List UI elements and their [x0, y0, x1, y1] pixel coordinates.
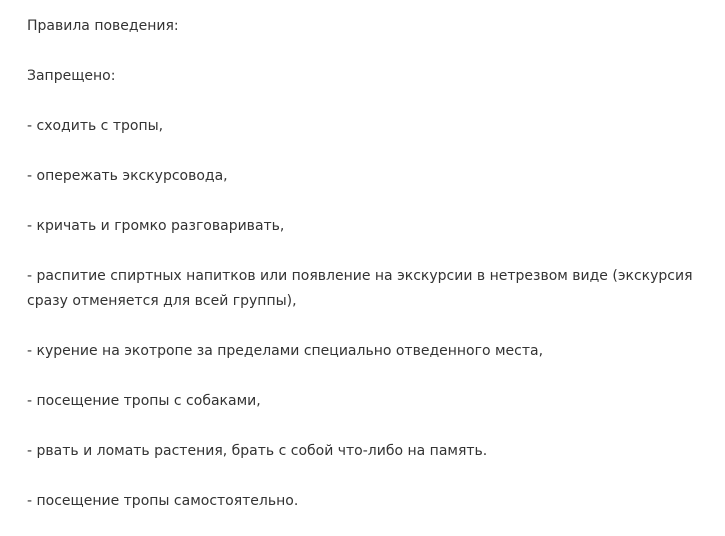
rule-item-alone: - посещение тропы самостоятельно. — [27, 493, 299, 509]
rule-item-guide: - опережать экскурсовода, — [27, 168, 228, 184]
rules-heading: Правила поведения: — [27, 18, 179, 34]
rule-item-plants: - рвать и ломать растения, брать с собой что-либо на память. — [27, 443, 488, 459]
rule-item-smoking: - курение на экотропе за пределами специально отведенного места, — [27, 343, 544, 359]
rule-item-alcohol: - распитие спиртных напитков или появление на экскурсии в нетрезвом виде (экскурсия сразу отменяется для всей группы), — [27, 268, 693, 309]
rule-item-stay-on-trail: - сходить с тропы, — [27, 118, 164, 134]
prohibited-subheading: Запрещено: — [27, 68, 116, 84]
rule-item-dogs: - посещение тропы с собаками, — [27, 393, 261, 409]
rule-item-noise: - кричать и громко разговаривать, — [27, 218, 285, 234]
rules-document — [27, 14, 697, 514]
